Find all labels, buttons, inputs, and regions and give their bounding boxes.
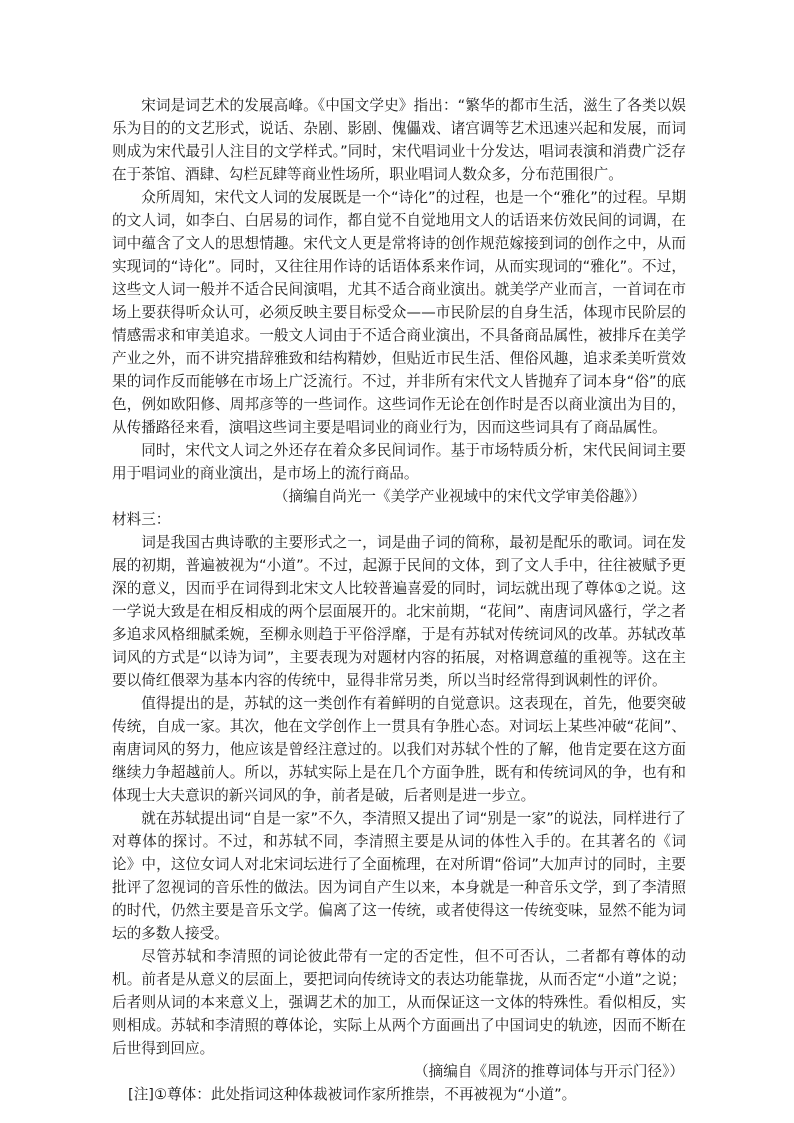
source-citation: （摘编自尚光一《美学产业视域中的宋代文学审美俗趣》） bbox=[273, 488, 646, 505]
paragraph: 宋词是词艺术的发展高峰。《中国文学史》指出：“繁华的都市生活，滋生了各类以娱乐为目的的文艺形式，说话、杂剧、影剧、傀儡戏、诸宫调等艺术迅速兴起和发展，而词则成为宋代最引人注目的文学样式。”同时，宋代唱词业十分发达，唱词表演和消费广泛存在于茶馆、酒肆、勾栏瓦肆等商业性场所，职业唱词人数众多，分布范围很广。 bbox=[112, 97, 686, 183]
paragraph: 同时，宋代文人词之外还存在着众多民间词作。基于市场特质分析，宋代民间词主要用于唱词业的商业演出，是市场上的流行商品。 bbox=[112, 442, 686, 482]
paragraph: 就在苏轼提出词“自是一家”不久，李清照又提出了词“别是一家”的说法，同样进行了对尊体的探讨。不过，和苏轼不同，李清照主要是从词的体性入手的。在其著名的《词论》中，这位女词人对北宋词坛进行了全面梳理，在对所谓“俗词”大加声讨的同时，主要批评了忽视词的音乐性的做法。因为词自产生以来，本身就是一种音乐文学，到了李清照的时代，仍然主要是音乐文学。偏离了这一传统，或者使得这一传统变味，显然不能为词坛的多数人接受。 bbox=[112, 810, 686, 942]
paragraph: 尽管苏轼和李清照的词论彼此带有一定的否定性，但不可否认，二者都有尊体的动机。前者是从意义的层面上，要把词向传统诗文的表达功能靠拢，从而否定“小道”之说；后者则从词的本来意义上，强调艺术的加工，从而保证这一文体的特殊性。看似相反，实则相成。苏轼和李清照的尊体论，实际上从两个方面画出了中国词史的轨迹，因而不断在后世得到回应。 bbox=[112, 948, 686, 1057]
footnote: [注]①尊体：此处指词这种体裁被词作家所推崇，不再被视为“小道”。 bbox=[128, 1086, 577, 1103]
section-label: 材料三： bbox=[112, 511, 171, 528]
paragraph: 众所周知，宋代文人词的发展既是一个“诗化”的过程，也是一个“雅化”的过程。早期的文人词，如李白、白居易的词作，都自觉不自觉地用文人的话语来仿效民间的词调，在词中蕴含了文人的思想情趣。宋代文人更是常将诗的创作规范嫁接到词的创作之中，从而实现词的“诗化”。同时，又往往用作诗的话语体系来作词，从而实现词的“雅化”。不过，这些文人词一般并不适合民间演唱，尤其不适合商业演出。就美学产业而言，一首词在市场上要获得听众认可，必须反映主要目标受众——市民阶层的自身生活，体现市民阶层的情感需求和审美追求。一般文人词由于不适合商业演出，不具备商品属性，被排斥在美学产业之外，而不讲究措辞雅致和结构精妙，但贴近市民生活、俚俗风趣，追求柔美听赏效果的词作反而能够在市场上广泛流行。不过，并非所有宋代文人皆抛弃了词本身“俗”的底色，例如欧阳修、周邦彦等的一些词作。这些词作无论在创作时是否以商业演出为目的，从传播路径来看，演唱这些词主要是唱词业的商业行为，因而这些词具有了商品属性。 bbox=[112, 189, 686, 436]
paragraph: 值得提出的是，苏轼的这一类创作有着鲜明的自觉意识。这表现在，首先，他要突破传统，自成一家。其次，他在文学创作上一贯具有争胜心态。对词坛上某些冲破“花间”、南唐词风的努力，他应该是曾经注意过的。以我们对苏轼个性的了解，他肯定要在这方面继续力争超越前人。所以，苏轼实际上是在几个方面争胜，既有和传统词风的争，也有和体现士大夫意识的新兴词风的争，前者是破，后者则是进一步立。 bbox=[112, 695, 686, 804]
paragraph: 词是我国古典诗歌的主要形式之一，词是曲子词的简称，最初是配乐的歌词。词在发展的初期，普遍被视为“小道”。不过，起源于民间的文体，到了文人手中，往往被赋予更深的意义，因而乎在词得到北宋文人比较普遍喜爱的同时，词坛就出现了尊体①之说。这一学说大致是在相反相成的两个层面展开的。北宋前期，“花间”、南唐词风盛行，学之者多追求风格细腻柔婉，至柳永则趋于平俗浮靡，于是有苏轼对传统词风的改革。苏轼改革词风的方式是“以诗为词”，主要表现为对题材内容的拓展，对格调意蕴的重视等。这在主要以倚红偎翠为基本内容的传统中，显得非常另类，所以当时经常得到讽刺性的评价。 bbox=[112, 534, 686, 689]
source-citation: （摘编自《周济的推尊词体与开示门径》） bbox=[414, 1063, 684, 1080]
